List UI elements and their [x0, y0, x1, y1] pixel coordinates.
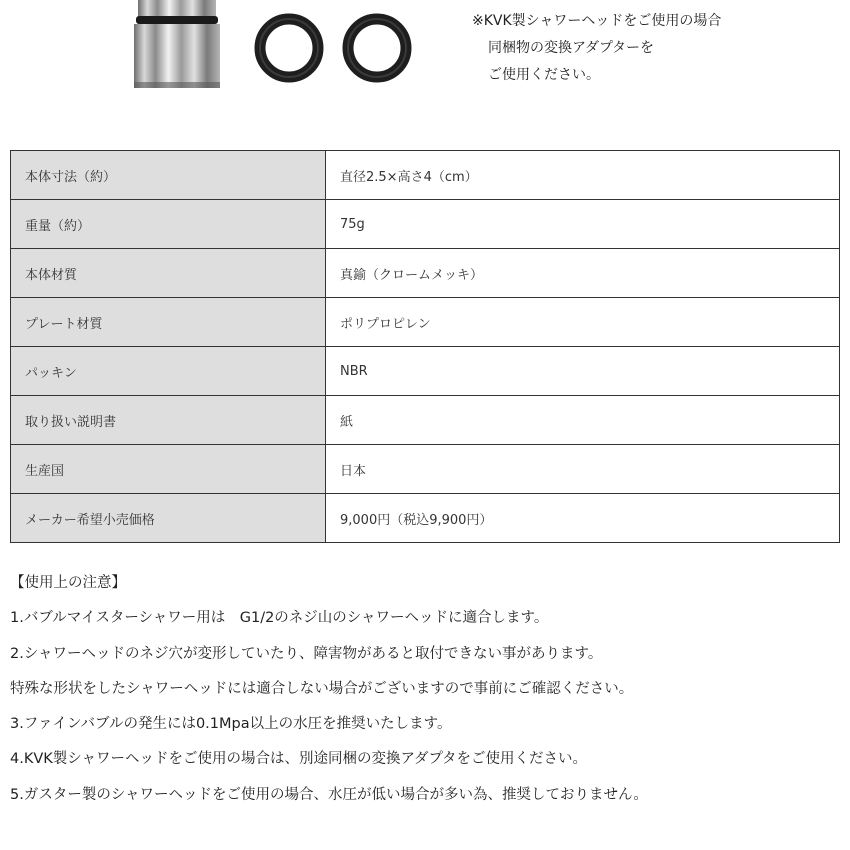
caution-item: 5.ガスター製のシャワーヘッドをご使用の場合、水圧が低い場合が多い為、推奨しておりません。: [10, 786, 648, 803]
spec-value: NBR: [326, 347, 840, 396]
table-row: [11, 249, 840, 298]
table-row: [11, 151, 840, 200]
spec-label: プレート材質: [11, 298, 326, 347]
spec-value: ポリプロピレン: [326, 298, 840, 347]
table-row: [11, 396, 840, 445]
caution-item: 3.ファインバブルの発生には0.1Mpa以上の水圧を推奨いたします。: [10, 716, 452, 733]
spec-value: 真鍮（クロームメッキ）: [326, 249, 840, 298]
spec-value: 75g: [326, 200, 840, 249]
spec-value: 紙: [326, 396, 840, 445]
spec-label: 本体寸法（約）: [11, 151, 326, 200]
cautions-heading: 【使用上の注意】: [10, 575, 126, 591]
spec-label: 重量（約）: [11, 200, 326, 249]
rubber-ring-image: [254, 13, 324, 83]
spec-label: 取り扱い説明書: [11, 396, 326, 445]
caution-item: 2.シャワーヘッドのネジ穴が変形していたり、障害物があると取付できない事があります。: [10, 645, 603, 662]
caution-item: 4.KVK製シャワーヘッドをご使用の場合は、別途同梱の変換アダプタをご使用ください。: [10, 751, 587, 768]
table-row: [11, 347, 840, 396]
note-line: ご使用ください。: [488, 67, 600, 83]
table-row: [11, 298, 840, 347]
spec-value: 日本: [326, 445, 840, 494]
table-row: [11, 200, 840, 249]
rubber-ring-image: [342, 13, 412, 83]
note-line: 同梱物の変換アダプターを: [488, 40, 655, 56]
caution-item: 特殊な形状をしたシャワーヘッドには適合しない場合がございますので事前にご確認ください。: [10, 680, 634, 697]
spec-label: 本体材質: [11, 249, 326, 298]
chrome-adapter-image: [130, 0, 224, 88]
table-row: [11, 494, 840, 543]
spec-label: パッキン: [11, 347, 326, 396]
spec-table: [10, 150, 840, 543]
table-row: [11, 445, 840, 494]
caution-item: 1.バブルマイスターシャワー用は G1/2のネジ山のシャワーヘッドに適合します。: [10, 610, 549, 627]
spec-label: メーカー希望小売価格: [11, 494, 326, 543]
spec-label: 生産国: [11, 445, 326, 494]
usage-cautions: [10, 566, 840, 813]
product-image-area: [0, 0, 850, 130]
spec-value: 直径2.5×高さ4（cm）: [326, 151, 840, 200]
note-line: ※KVK製シャワーヘッドをご使用の場合: [472, 13, 722, 29]
kvk-adapter-note: [472, 8, 721, 89]
spec-value: 9,000円（税込9,900円）: [326, 494, 840, 543]
